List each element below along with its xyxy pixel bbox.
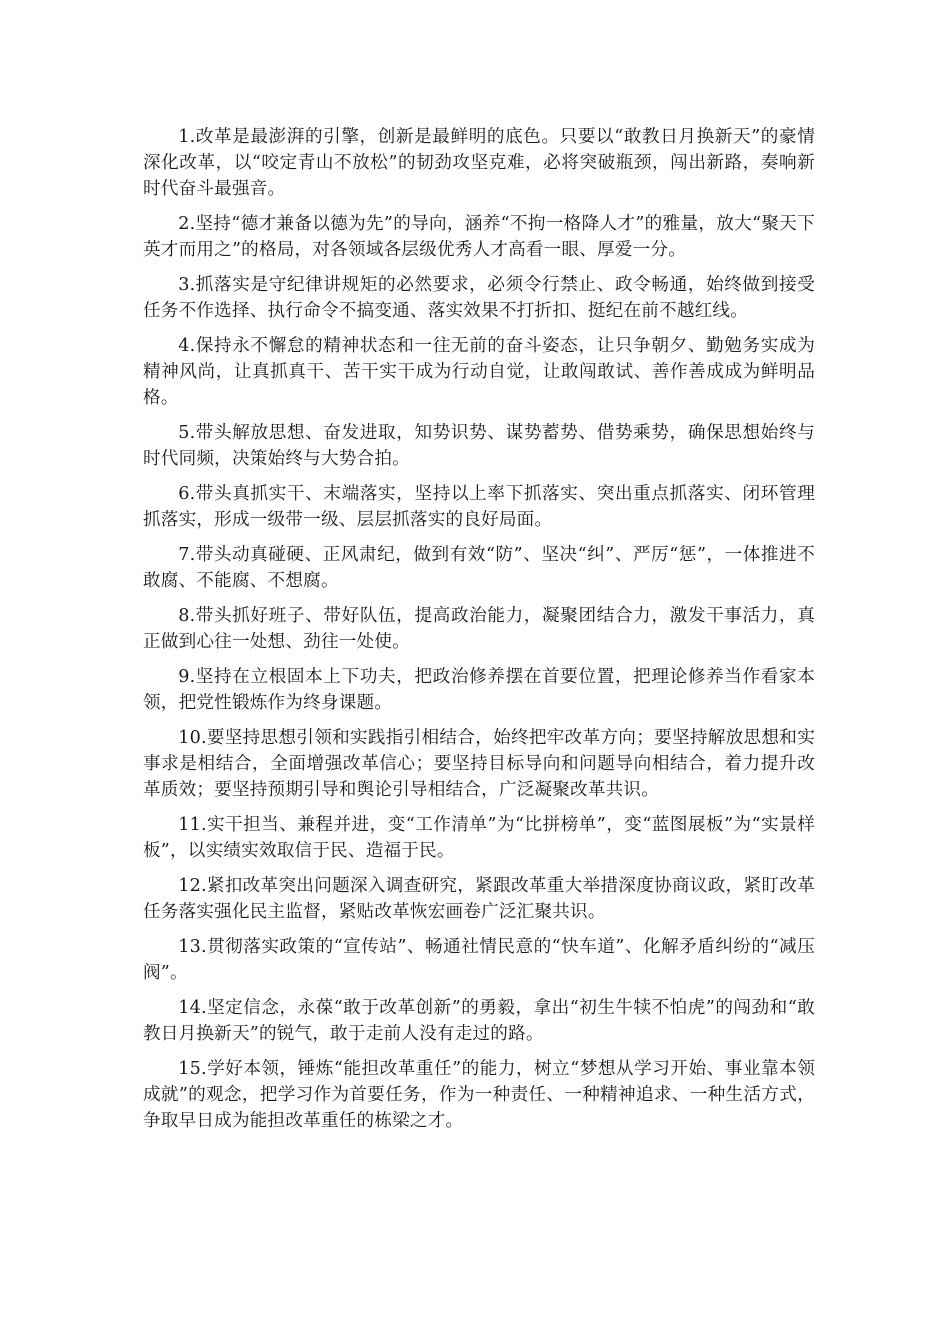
paragraph-13: 13.贯彻落实政策的“宣传站”、畅通社情民意的“快车道”、化解矛盾纠纷的“减压阀”。 — [143, 937, 815, 983]
paragraph-15: 15.学好本领，锤炼“能担改革重任”的能力，树立“梦想从学习开始、事业靠本领成就”的观念，把学习作为首要任务，作为一种责任、一种精神追求、一种生活方式，争取早日成为能担改革重任的栋梁之才。 — [143, 1059, 815, 1131]
paragraph-12: 12.紧扣改革突出问题深入调查研究，紧跟改革重大举措深度协商议政，紧盯改革任务落实强化民主监督，紧贴改革恢宏画卷广泛汇聚共识。 — [143, 876, 815, 922]
paragraph-6: 6.带头真抓实干、末端落实，坚持以上率下抓落实、突出重点抓落实、闭环管理抓落实，形成一级带一级、层层抓落实的良好局面。 — [143, 484, 815, 530]
paragraph-9: 9.坚持在立根固本上下功夫，把政治修养摆在首要位置，把理论修养当作看家本领，把党性锻炼作为终身课题。 — [143, 667, 815, 713]
paragraph-5: 5.带头解放思想、奋发进取，知势识势、谋势蓄势、借势乘势，确保思想始终与时代同频，决策始终与大势合拍。 — [143, 423, 815, 469]
paragraph-8: 8.带头抓好班子、带好队伍，提高政治能力，凝聚团结合力，激发干事活力，真正做到心往一处想、劲往一处使。 — [143, 606, 815, 652]
paragraph-4: 4.保持永不懈怠的精神状态和一往无前的奋斗姿态，让只争朝夕、勤勉务实成为精神风尚，让真抓真干、苦干实干成为行动自觉，让敢闯敢试、善作善成成为鲜明品格。 — [143, 336, 815, 408]
paragraph-1: 1.改革是最澎湃的引擎，创新是最鲜明的底色。只要以“敢教日月换新天”的豪情深化改革，以“咬定青山不放松”的韧劲攻坚克难，必将突破瓶颈，闯出新路，奏响新时代奋斗最强音。 — [143, 127, 815, 199]
paragraph-10: 10.要坚持思想引领和实践指引相结合，始终把牢改革方向；要坚持解放思想和实事求是相结合，全面增强改革信心；要坚持目标导向和问题导向相结合，着力提升改革质效；要坚持预期引导和舆论引导相结合，广泛凝聚改革共识。 — [143, 728, 815, 800]
paragraph-3: 3.抓落实是守纪律讲规矩的必然要求，必须令行禁止、政令畅通，始终做到接受任务不作选择、执行命令不搞变通、落实效果不打折扣、挺纪在前不越红线。 — [143, 275, 815, 321]
paragraph-11: 11.实干担当、兼程并进，变“工作清单”为“比拼榜单”，变“蓝图展板”为“实景样板”，以实绩实效取信于民、造福于民。 — [143, 815, 815, 861]
paragraph-2: 2.坚持“德才兼备以德为先”的导向，涵养“不拘一格降人才”的雅量，放大“聚天下英才而用之”的格局，对各领域各层级优秀人才高看一眼、厚爱一分。 — [143, 214, 815, 260]
paragraph-14: 14.坚定信念，永葆“敢于改革创新”的勇毅，拿出“初生牛犊不怕虎”的闯劲和“敢教日月换新天”的锐气，敢于走前人没有走过的路。 — [143, 998, 815, 1044]
paragraph-7: 7.带头动真碰硬、正风肃纪，做到有效“防”、坚决“纠”、严厉“惩”，一体推进不敢腐、不能腐、不想腐。 — [143, 545, 815, 591]
document-body — [143, 124, 815, 1143]
